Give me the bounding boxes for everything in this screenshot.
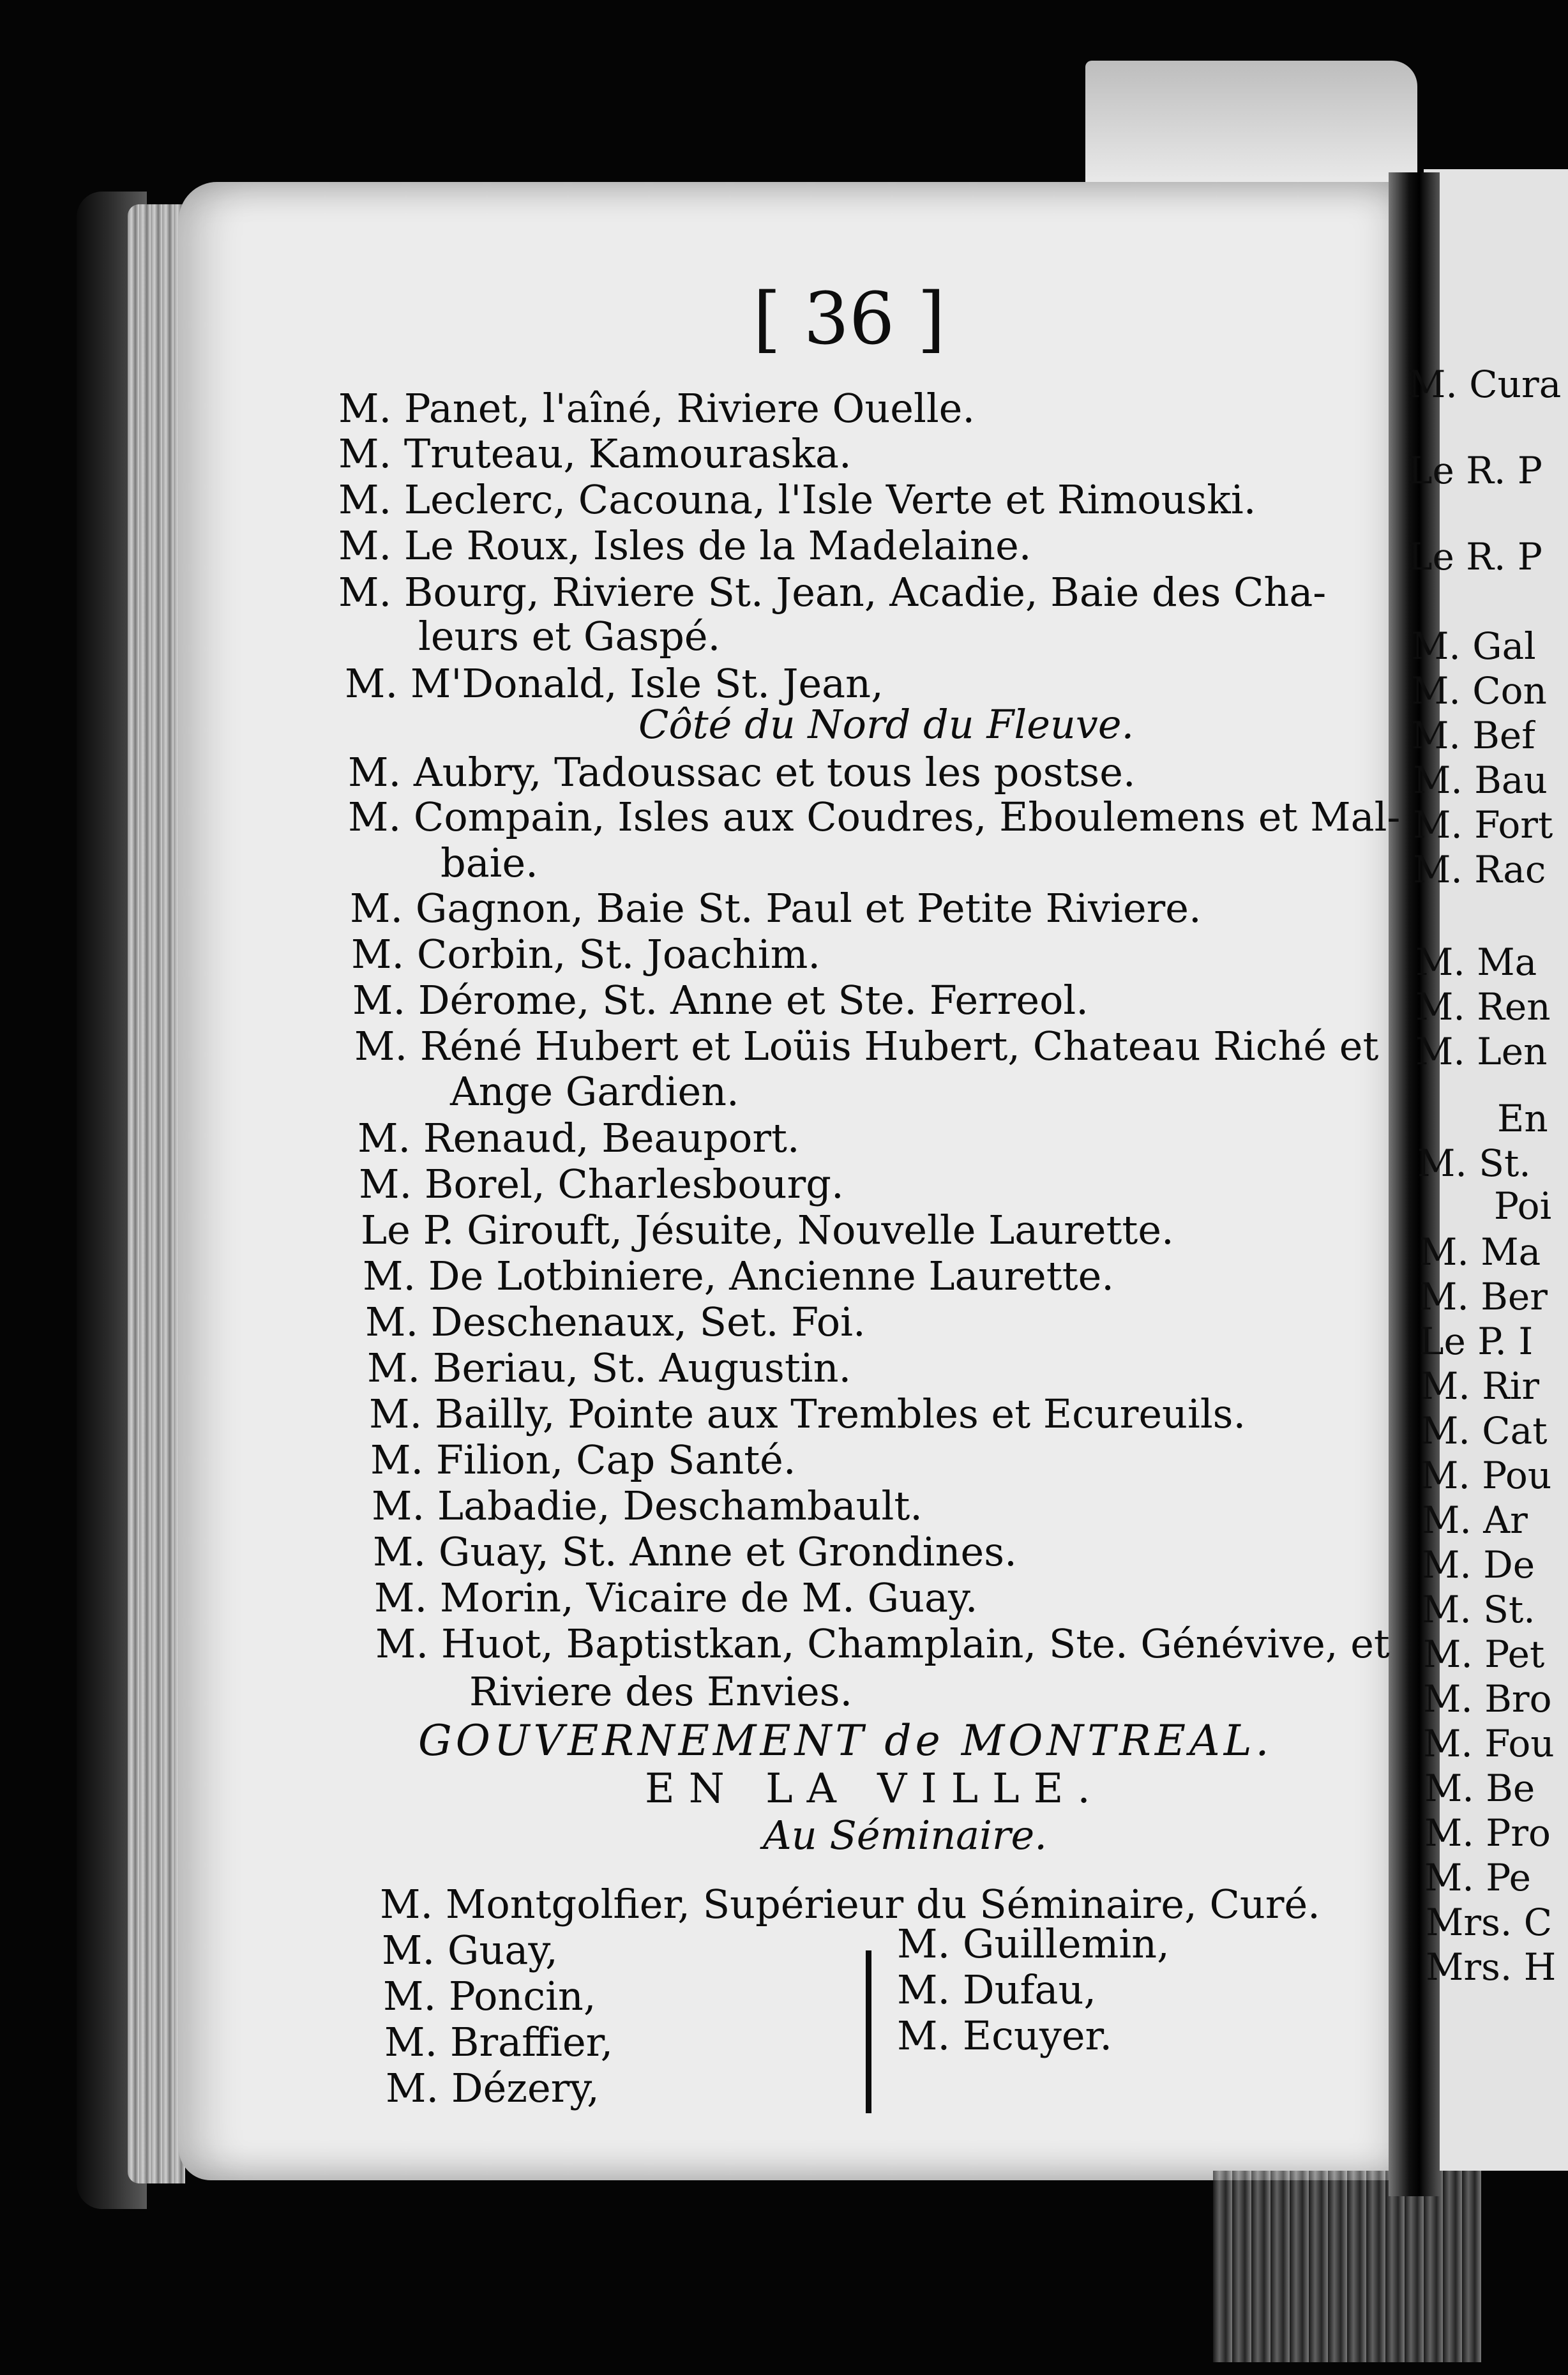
entry-line: Le P. Girouft, Jésuite, Nouvelle Laurette. [361, 1207, 1174, 1253]
entry-line: M. Huot, Baptistkan, Champlain, Ste. Génévive, et [375, 1620, 1390, 1667]
page-tab [1085, 61, 1417, 182]
entry-line: M. Compain, Isles aux Coudres, Eboulemens et Mal- [348, 794, 1401, 840]
right-fragment: M. Pe [1424, 1857, 1532, 1898]
right-fragment: M. De [1422, 1544, 1535, 1585]
entry-line: M. Beriau, St. Augustin. [367, 1345, 852, 1391]
entry-line: M. Morin, Vicaire de M. Guay. [374, 1574, 978, 1621]
right-fragment: M. Ma [1415, 942, 1537, 983]
entry-line: M. Guay, St. Anne et Grondines. [373, 1528, 1017, 1575]
column-left-entry: M. Braffier, [384, 2019, 614, 2065]
right-fragment: Le P. I [1419, 1321, 1534, 1362]
right-fragment: M. St. [1417, 1143, 1531, 1184]
right-fragment: M. Cura [1408, 364, 1562, 405]
page-edges [128, 204, 185, 2183]
entry-line: M. Bourg, Riviere St. Jean, Acadie, Baie des Cha- [338, 569, 1327, 615]
entry-line-continued: baie. [441, 840, 538, 886]
right-fragment: Mrs. H [1426, 1947, 1557, 1987]
entry-line: M. Filion, Cap Santé. [370, 1436, 796, 1483]
entry-line: M. Corbin, St. Joachim. [351, 931, 821, 977]
entry-line: M. Réné Hubert et Loüis Hubert, Chateau Riché et [354, 1023, 1379, 1069]
column-left-entry: M. Poncin, [383, 1973, 596, 2019]
column-right-entry: M. Ecuyer. [897, 2012, 1113, 2059]
column-divider [866, 1950, 871, 2113]
right-fragment: M. Bau [1413, 760, 1548, 801]
right-fragment: M. Len [1415, 1031, 1548, 1072]
column-left-entry: M. Dézery, [386, 2065, 599, 2111]
right-page-text-clip [1408, 169, 1568, 2174]
entry-line: M. M'Donald, Isle St. Jean, [345, 660, 884, 707]
heading-gouvernement: GOUVERNEMENT de MONTREAL. [418, 1716, 1273, 1765]
right-fragment: Le R. P [1408, 450, 1542, 491]
entry-line: M. Gagnon, Baie St. Paul et Petite Riviere. [350, 885, 1202, 931]
entry-line: M. Panet, l'aîné, Riviere Ouelle. [338, 385, 976, 432]
entry-line: M. De Lotbiniere, Ancienne Laurette. [363, 1253, 1114, 1299]
right-fragment: M. Be [1424, 1768, 1535, 1809]
right-fragment: M. Ma [1419, 1232, 1541, 1272]
right-fragment: M. Ar [1422, 1500, 1528, 1541]
right-fragment: M. Fou [1423, 1723, 1555, 1764]
entry-line-continued: Ange Gardien. [450, 1068, 739, 1115]
column-left-entry: M. Guay, [382, 1927, 558, 1973]
entry-line: M. Bailly, Pointe aux Trembles et Ecureuils. [369, 1391, 1246, 1437]
entry-line: M. Deschenaux, Set. Foi. [365, 1299, 866, 1345]
heading-en-la-ville: EN LA VILLE. [645, 1765, 1104, 1813]
right-fragment: M. Rir [1421, 1366, 1540, 1406]
right-fragment: Poi [1494, 1186, 1552, 1226]
entry-line: M. Renaud, Beauport. [358, 1115, 800, 1161]
section-subheading: Côté du Nord du Fleuve. [638, 701, 1135, 748]
entry-line-continued: leurs et Gaspé. [418, 613, 721, 660]
entry-line: M. Leclerc, Cacouna, l'Isle Verte et Rimouski. [338, 476, 1256, 523]
right-fragment: M. Fort [1413, 804, 1553, 845]
right-fragment: M. Ren [1415, 986, 1551, 1027]
right-fragment: Mrs. C [1426, 1902, 1553, 1943]
right-fragment: M. St. [1422, 1589, 1535, 1630]
right-fragment: M. Bef [1411, 715, 1535, 756]
right-fragment: M. Cat [1421, 1410, 1548, 1451]
right-fragment: M. Pet [1423, 1634, 1545, 1675]
column-right-entry: M. Dufau, [897, 1966, 1097, 2013]
entry-line: M. Aubry, Tadoussac et tous les postse. [348, 749, 1136, 795]
subheading-seminaire: Au Séminaire. [763, 1812, 1047, 1859]
right-fragment: M. Pro [1424, 1813, 1551, 1853]
page-number: [ 36 ] [753, 278, 946, 361]
right-fragment: M. Gal [1411, 626, 1536, 667]
entry-line: M. Dérome, St. Anne et Ste. Ferreol. [352, 977, 1089, 1023]
bottom-page-edges [1213, 2171, 1481, 2362]
right-fragment: En [1497, 1098, 1548, 1139]
right-fragment: M. Ber [1419, 1276, 1548, 1317]
entry-line: M. Borel, Charlesbourg. [359, 1161, 844, 1207]
right-fragment: M. Rac [1413, 849, 1546, 890]
right-fragment: M. Bro [1423, 1678, 1552, 1719]
entry-line: M. Truteau, Kamouraska. [338, 430, 852, 477]
entry-line: M. Le Roux, Isles de la Madelaine. [338, 522, 1032, 569]
entry-line: M. Labadie, Deschambault. [372, 1482, 923, 1529]
right-fragment: M. Con [1411, 670, 1547, 711]
right-fragment: Le R. P [1408, 536, 1542, 577]
entry-line: M. Montgolfier, Supérieur du Séminaire, Curé. [380, 1881, 1320, 1927]
right-fragment: M. Pou [1421, 1455, 1552, 1496]
entry-line-continued: Riviere des Envies. [469, 1668, 853, 1715]
column-right-entry: M. Guillemin, [897, 1920, 1170, 1967]
